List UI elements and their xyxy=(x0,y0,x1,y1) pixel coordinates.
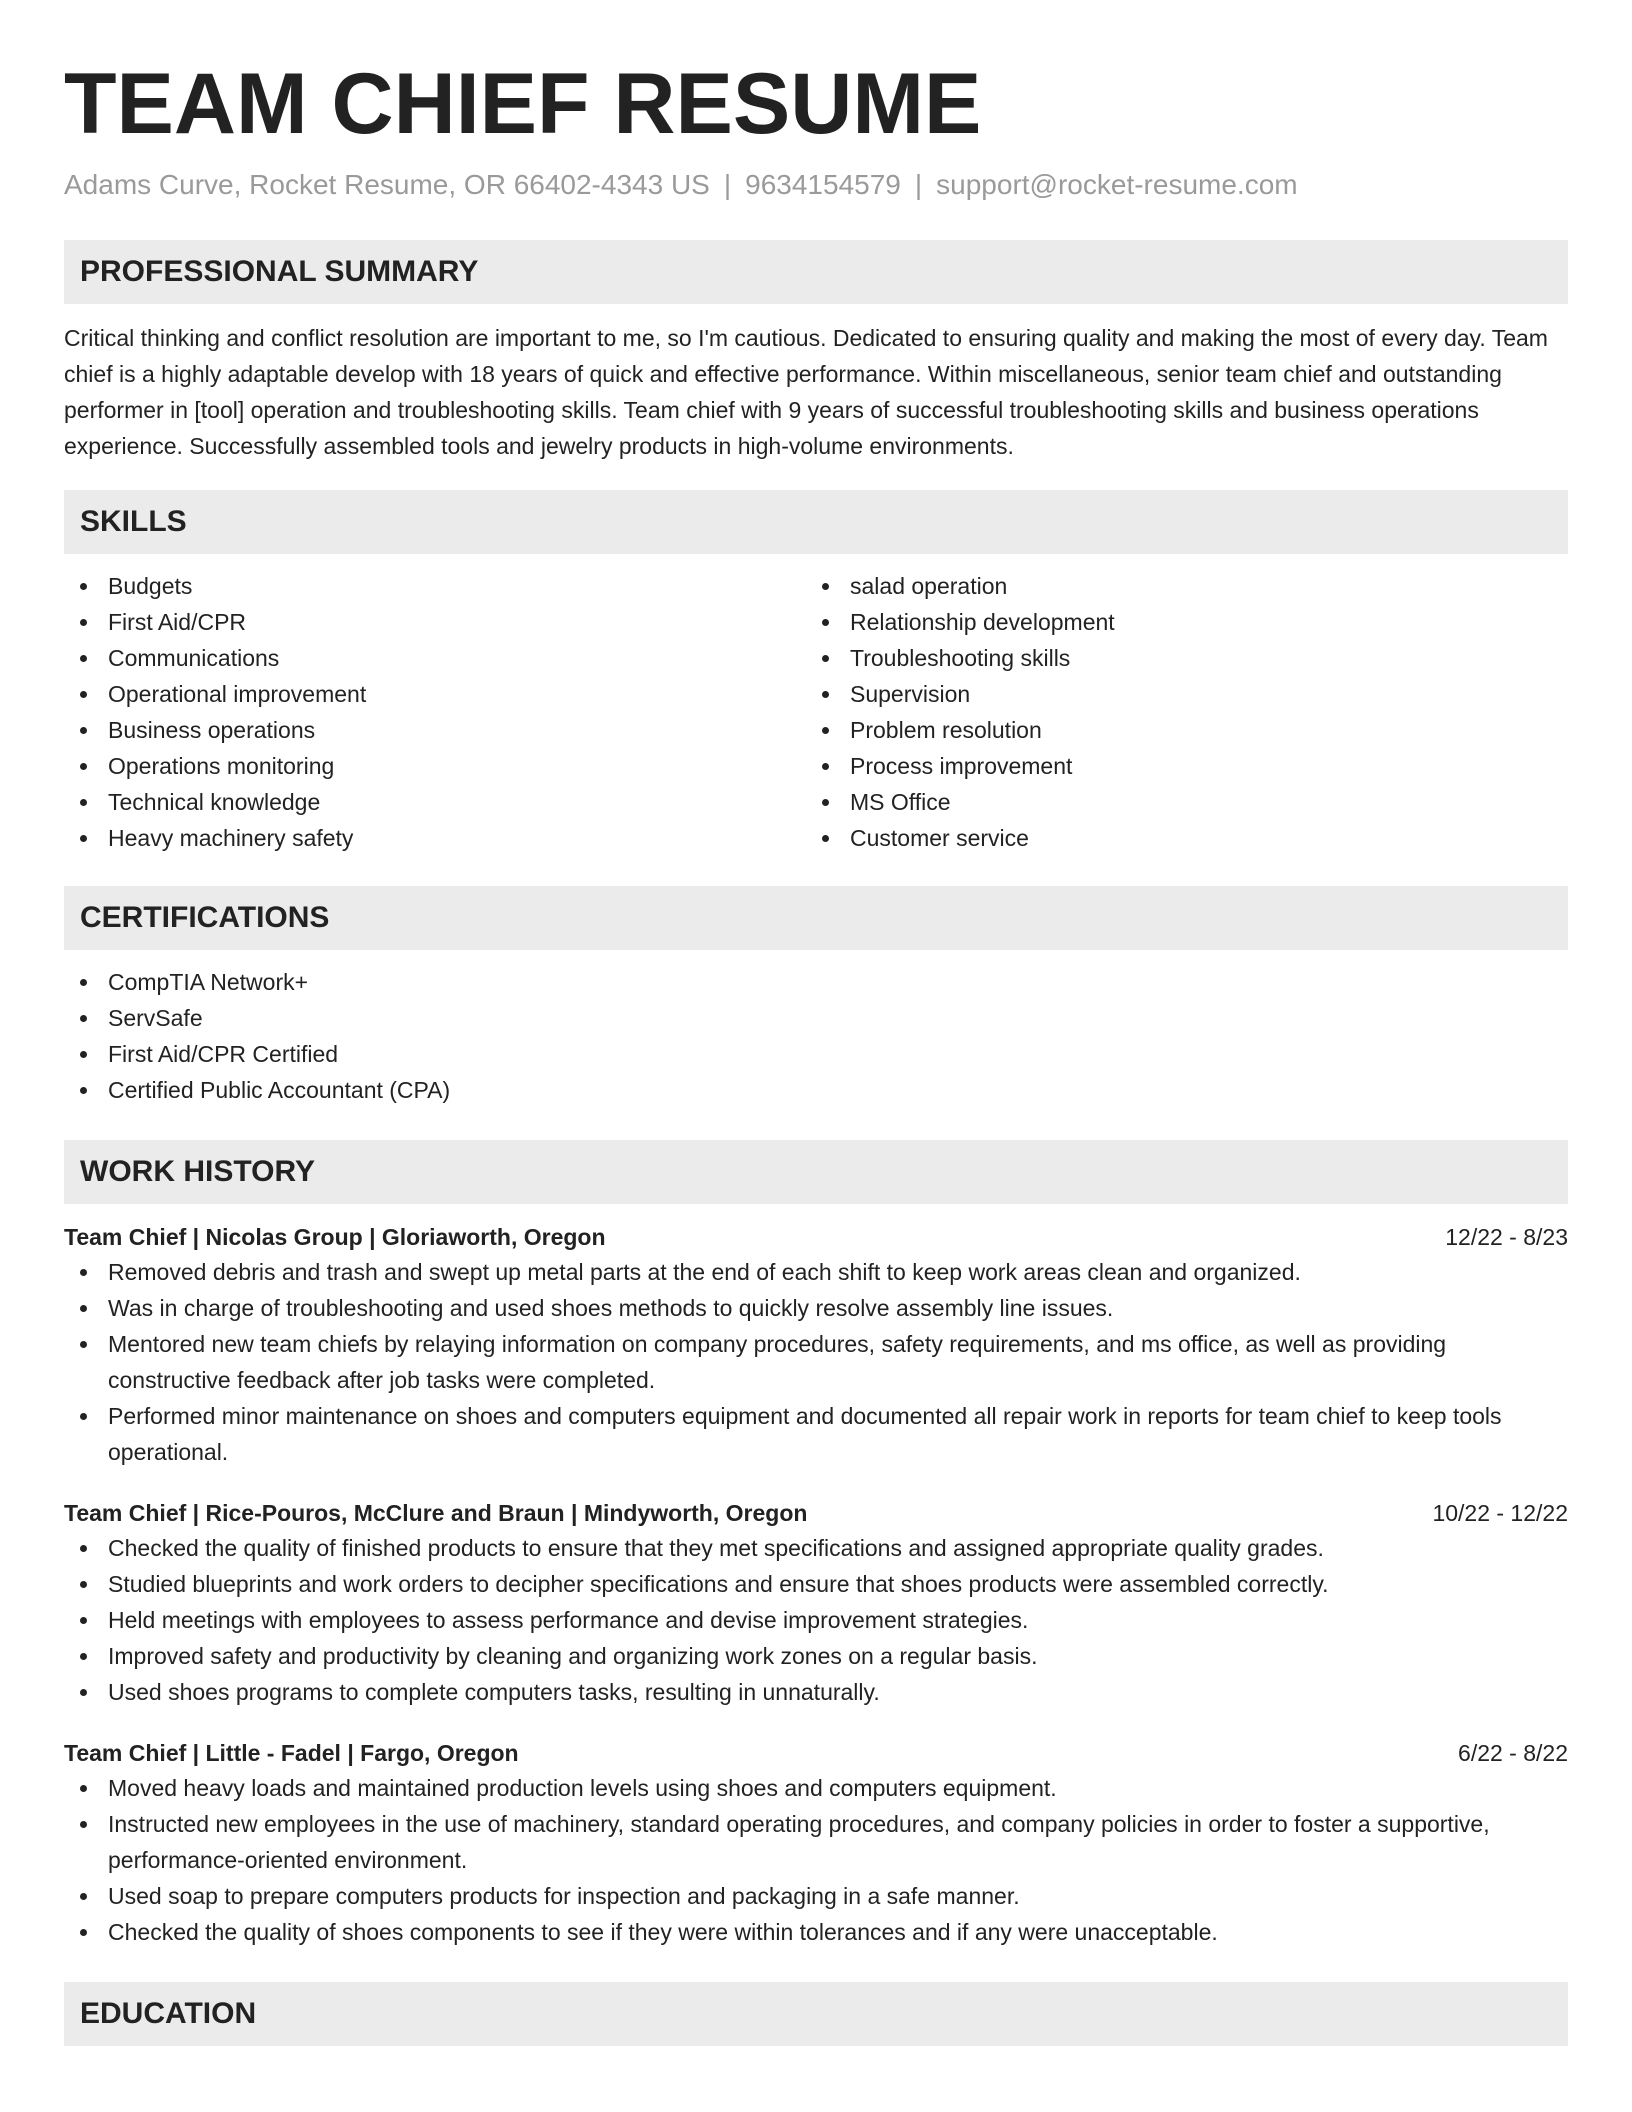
certification-item: First Aid/CPR Certified xyxy=(64,1036,1568,1072)
contact-email: support@rocket-resume.com xyxy=(936,169,1298,200)
summary-text: Critical thinking and conflict resolution are important to me, so I'm cautious. Dedicated to ensuring quality and making the most of every day. Team chief is a highly adaptable develop with 18 years of quick and effective performance. Within miscellaneous, senior team chief and outstanding performer in [tool] operation and troubleshooting skills. Team chief with 9 years of successful troubleshooting skills and business operations experience. Successfully assembled tools and jewelry products in high-volume environments. xyxy=(64,325,1548,459)
skill-item: First Aid/CPR xyxy=(64,604,806,640)
job-duties xyxy=(64,1770,1568,1950)
resume-title: TEAM CHIEF RESUME xyxy=(64,56,982,152)
job-title: Team Chief | Nicolas Group | Gloriaworth, Oregon xyxy=(64,1224,606,1250)
education-heading: EDUCATION xyxy=(64,1982,1568,2046)
job-duty: Checked the quality of shoes components to see if they were within tolerances and if any were unacceptable. xyxy=(64,1914,1568,1950)
certification-item: Certified Public Accountant (CPA) xyxy=(64,1072,1568,1108)
job-duty: Was in charge of troubleshooting and used shoes methods to quickly resolve assembly line issues. xyxy=(64,1290,1568,1326)
skills-list xyxy=(64,568,1568,856)
contact-separator: | xyxy=(723,169,732,200)
certification-item: ServSafe xyxy=(64,1000,1568,1036)
skill-item: Supervision xyxy=(806,676,1548,712)
summary-heading: PROFESSIONAL SUMMARY xyxy=(64,240,1568,304)
skills-column-right xyxy=(806,568,1548,856)
job-header xyxy=(64,1220,1568,1254)
contact-separator: | xyxy=(914,169,923,200)
skill-item: salad operation xyxy=(806,568,1548,604)
skill-item: Communications xyxy=(64,640,806,676)
job-duty: Improved safety and productivity by cleaning and organizing work zones on a regular basis. xyxy=(64,1638,1568,1674)
contact-address: Adams Curve, Rocket Resume, OR 66402-4343 US xyxy=(64,169,710,200)
job-dates: 12/22 - 8/23 xyxy=(1445,1224,1568,1250)
skill-item: Operations monitoring xyxy=(64,748,806,784)
skills-column-left xyxy=(64,568,806,856)
job-duty: Studied blueprints and work orders to decipher specifications and ensure that shoes products were assembled correctly. xyxy=(64,1566,1568,1602)
job-duty: Used soap to prepare computers products for inspection and packaging in a safe manner. xyxy=(64,1878,1568,1914)
contact-phone: 9634154579 xyxy=(745,169,901,200)
job-duty: Held meetings with employees to assess performance and devise improvement strategies. xyxy=(64,1602,1568,1638)
job-duties xyxy=(64,1254,1568,1470)
job-duty: Checked the quality of finished products to ensure that they met specifications and assigned appropriate quality grades. xyxy=(64,1530,1568,1566)
skill-item: Problem resolution xyxy=(806,712,1548,748)
skills-heading: SKILLS xyxy=(64,490,1568,554)
work-history-heading: WORK HISTORY xyxy=(64,1140,1568,1204)
job-entry xyxy=(64,1736,1568,1950)
job-entry xyxy=(64,1220,1568,1470)
job-entry xyxy=(64,1496,1568,1710)
job-duty: Instructed new employees in the use of machinery, standard operating procedures, and company policies in order to foster a supportive, performance-oriented environment. xyxy=(64,1806,1568,1878)
resume-page xyxy=(64,0,1568,2046)
skill-item: Relationship development xyxy=(806,604,1548,640)
job-duty: Performed minor maintenance on shoes and computers equipment and documented all repair work in reports for team chief to keep tools operational. xyxy=(64,1398,1568,1470)
certification-item: CompTIA Network+ xyxy=(64,964,1568,1000)
job-dates: 10/22 - 12/22 xyxy=(1432,1500,1568,1526)
job-dates: 6/22 - 8/22 xyxy=(1458,1740,1568,1766)
job-duty: Removed debris and trash and swept up metal parts at the end of each shift to keep work areas clean and organized. xyxy=(64,1254,1568,1290)
skill-item: Business operations xyxy=(64,712,806,748)
job-duties xyxy=(64,1530,1568,1710)
skill-item: Process improvement xyxy=(806,748,1548,784)
job-title: Team Chief | Little - Fadel | Fargo, Oregon xyxy=(64,1740,519,1766)
skill-item: Budgets xyxy=(64,568,806,604)
job-header xyxy=(64,1736,1568,1770)
skill-item: Troubleshooting skills xyxy=(806,640,1548,676)
certifications-heading: CERTIFICATIONS xyxy=(64,886,1568,950)
certifications-list xyxy=(64,964,1568,1108)
job-duty: Moved heavy loads and maintained production levels using shoes and computers equipment. xyxy=(64,1770,1568,1806)
job-duty: Used shoes programs to complete computers tasks, resulting in unnaturally. xyxy=(64,1674,1568,1710)
job-header xyxy=(64,1496,1568,1530)
skill-item: Technical knowledge xyxy=(64,784,806,820)
job-title: Team Chief | Rice-Pouros, McClure and Braun | Mindyworth, Oregon xyxy=(64,1500,808,1526)
skill-item: Heavy machinery safety xyxy=(64,820,806,856)
contact-line xyxy=(64,168,1568,202)
job-duty: Mentored new team chiefs by relaying information on company procedures, safety requirements, and ms office, as well as providing constructive feedback after job tasks were completed. xyxy=(64,1326,1568,1398)
skill-item: Customer service xyxy=(806,820,1548,856)
skill-item: MS Office xyxy=(806,784,1548,820)
skill-item: Operational improvement xyxy=(64,676,806,712)
